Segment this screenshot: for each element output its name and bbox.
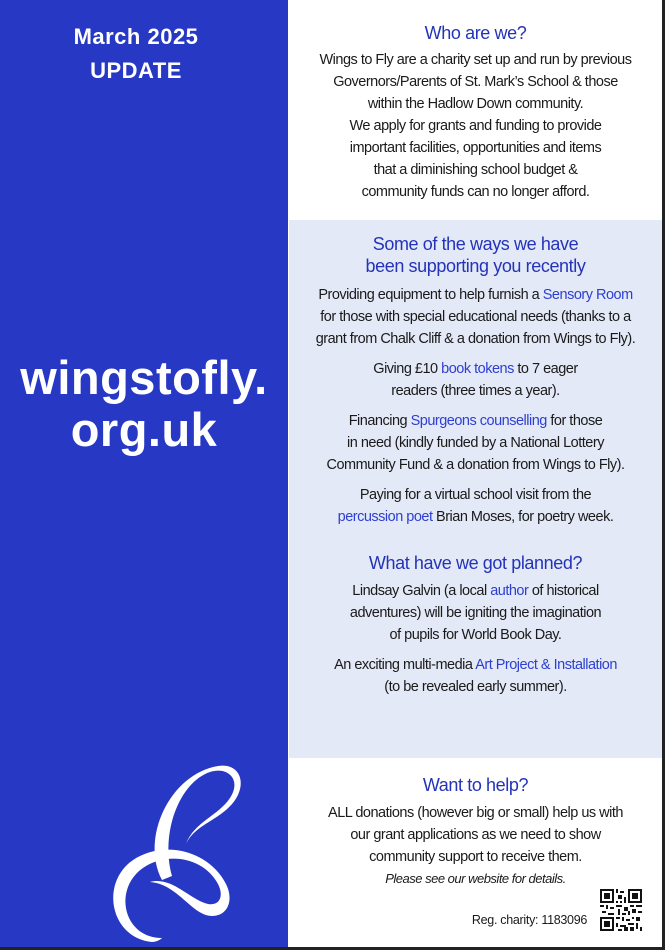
website-address[interactable] <box>0 352 288 456</box>
who-line: Governors/Parents of St. Mark’s School & those <box>333 74 618 90</box>
left-panel <box>0 0 288 950</box>
planned-item-art-project <box>289 654 662 698</box>
planned-line: (to be revealed early summer). <box>384 679 567 695</box>
author-link[interactable]: author <box>490 583 529 599</box>
planned-line: adventures) will be igniting the imagination <box>349 605 602 621</box>
registered-charity-number: Reg. charity: 1183096 <box>471 913 587 927</box>
wings-swirl-icon <box>100 752 250 947</box>
support-line: in need (kindly funded by a National Lottery <box>347 435 604 451</box>
planned-title: What have we got planned? <box>368 553 583 573</box>
support-line: Providing equipment to help furnish a Sensory Room <box>318 287 633 303</box>
support-title-line1: Some of the ways we have <box>372 234 579 254</box>
date-update: UPDATE <box>90 58 182 83</box>
support-title <box>289 233 662 277</box>
support-title-line2: been supporting you recently <box>365 256 586 276</box>
planned-line: An exciting multi-media Art Project & Installation <box>334 657 617 673</box>
art-project-link[interactable]: Art Project & Installation <box>475 657 617 673</box>
support-line: percussion poet Brian Moses, for poetry week. <box>337 509 614 525</box>
qr-code-icon[interactable] <box>600 889 642 931</box>
content-column <box>289 0 662 950</box>
support-line: Giving £10 book tokens to 7 eager <box>373 361 578 377</box>
spurgeons-counselling-link[interactable]: Spurgeons counselling <box>410 413 547 429</box>
who-are-we-section <box>289 0 662 220</box>
who-line: important facilities, opportunities and items <box>349 140 602 156</box>
who-line: Wings to Fly are a charity set up and run by previous <box>319 52 632 68</box>
help-line: community support to receive them. <box>369 849 582 865</box>
support-line: grant from Chalk Cliff & a donation from Wings to Fly). <box>315 331 636 347</box>
website-line1: wingstofly. <box>20 351 268 404</box>
who-are-we-title: Who are we? <box>424 23 527 43</box>
support-section <box>289 220 662 758</box>
help-line: our grant applications as we need to show <box>350 827 601 843</box>
website-line2: org.uk <box>70 403 218 456</box>
support-item-poet-visit <box>289 484 662 528</box>
support-item-book-tokens <box>289 358 662 402</box>
support-line: Paying for a virtual school visit from the <box>359 487 592 503</box>
support-line: for those with special educational needs (thanks to a <box>320 309 631 325</box>
want-to-help-title: Want to help? <box>422 775 529 795</box>
support-item-counselling <box>289 410 662 476</box>
who-line: We apply for grants and funding to provide <box>349 118 602 134</box>
who-line: within the Hadlow Down community. <box>367 96 584 112</box>
support-line: readers (three times a year). <box>391 383 560 399</box>
who-line: community funds can no longer afford. <box>361 184 590 200</box>
website-note: Please see our website for details. <box>385 871 566 886</box>
percussion-poet-link[interactable]: percussion poet <box>337 509 433 525</box>
support-line: Community Fund & a donation from Wings to Fly). <box>326 457 625 473</box>
sensory-room-link[interactable]: Sensory Room <box>542 287 633 303</box>
planned-item-author <box>289 580 662 646</box>
support-item-sensory-room <box>289 284 662 350</box>
planned-line: of pupils for World Book Day. <box>389 627 562 643</box>
date-header <box>0 20 272 88</box>
help-line: ALL donations (however big or small) help us with <box>328 805 623 821</box>
want-to-help-section <box>289 758 662 950</box>
who-line: that a diminishing school budget & <box>373 162 578 178</box>
support-line: Financing Spurgeons counselling for those <box>348 413 603 429</box>
planned-line: Lindsay Galvin (a local author of historical <box>352 583 599 599</box>
date-month: March 2025 <box>73 24 199 49</box>
book-tokens-link[interactable]: book tokens <box>441 361 514 377</box>
